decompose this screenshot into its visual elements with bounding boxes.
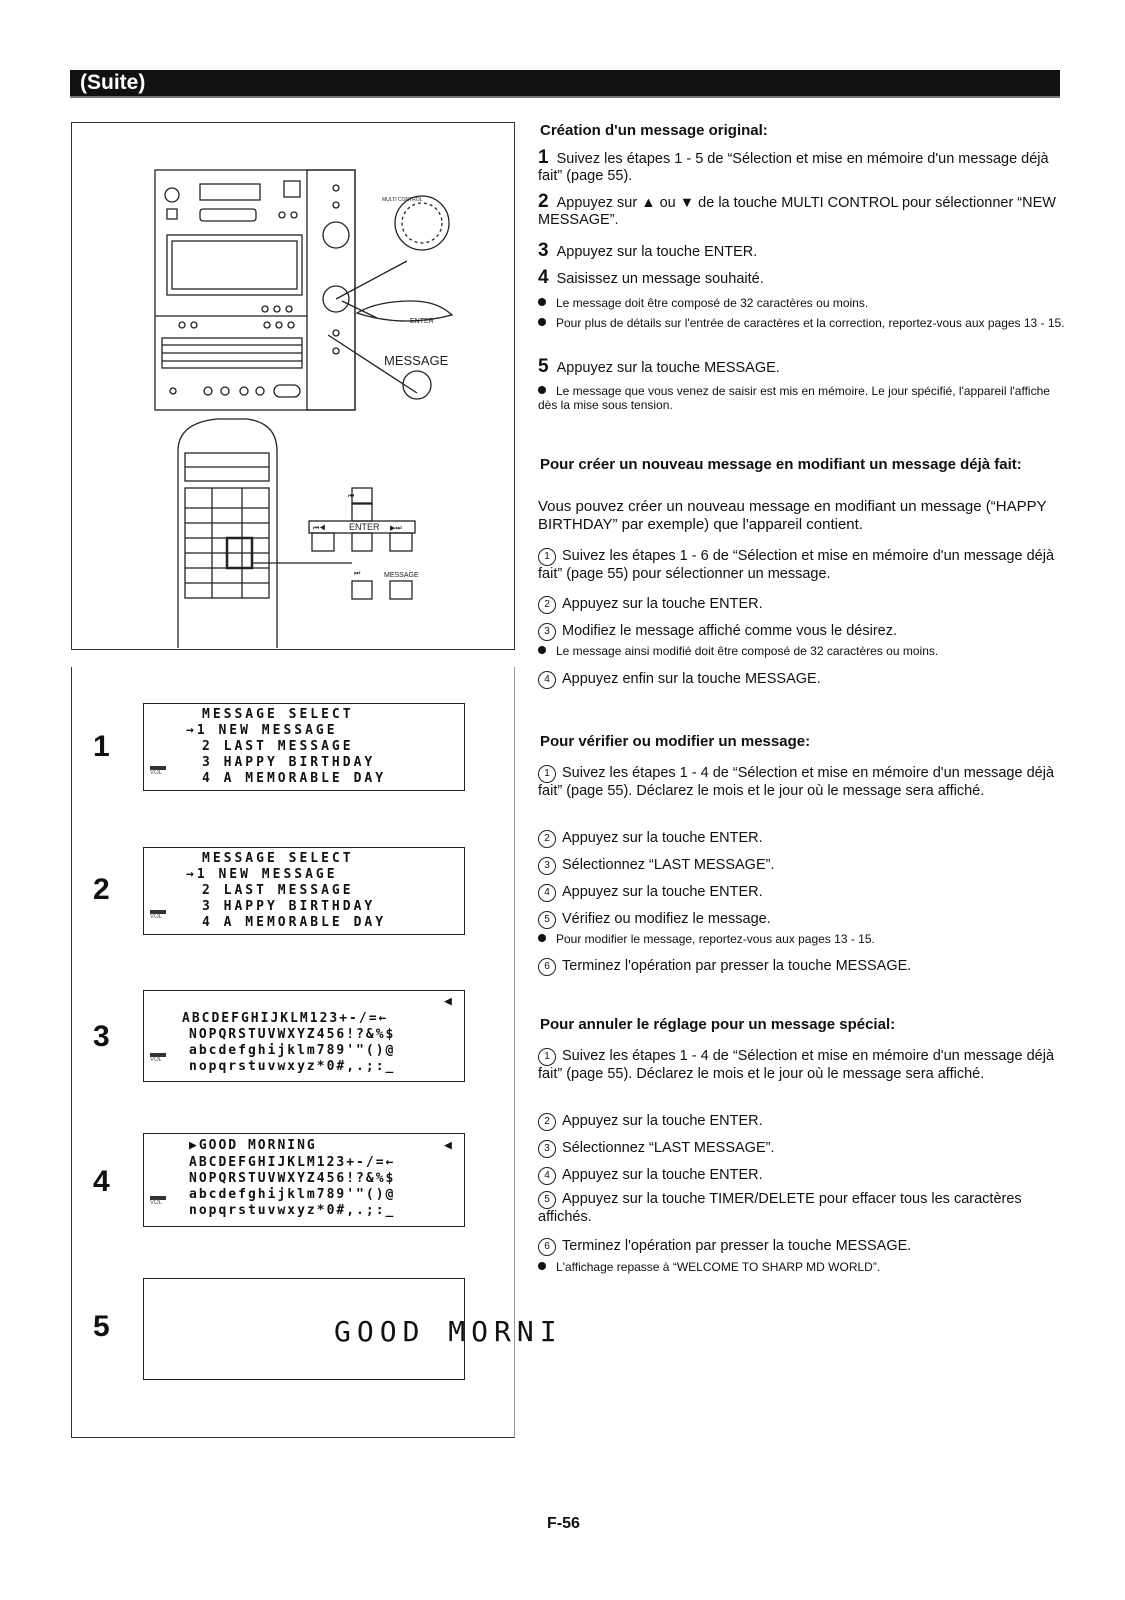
bullet-icon	[538, 934, 546, 942]
lcd-line: MESSAGE SELECT	[202, 707, 354, 722]
lcd-line: ABCDEFGHIJKLM123+-/=←	[189, 1155, 396, 1170]
creation-bullet-3: Le message que vous venez de saisir est mis en mémoire. Le jour spécifié, l'appareil l'affiche dès la mise sous tension.	[538, 384, 1050, 412]
modify-bullet: Le message ainsi modifié doit être composé de 32 caractères ou moins.	[538, 644, 1068, 658]
lcd-display-step2	[143, 847, 465, 935]
unit-display-window	[167, 235, 302, 295]
lcd-line: nopqrstuvwxyz*0#,.;:_	[189, 1059, 396, 1074]
header-rule	[70, 96, 1060, 98]
creation-step-3: 3 Appuyez sur la touche ENTER.	[538, 240, 758, 261]
lcd-line: nopqrstuvwxyz*0#,.;:_	[189, 1203, 396, 1218]
creation-step-4: 4 Saisissez un message souhaité.	[538, 267, 764, 288]
lcd-display-step1	[143, 703, 465, 791]
remote-up-label: ⏮	[348, 493, 355, 500]
message-label: MESSAGE	[384, 353, 449, 368]
vol-indicator-icon: VOL	[150, 766, 166, 776]
lcd-line: NOPQRSTUVWXYZ456!?&%$	[189, 1027, 396, 1042]
bullet-icon	[538, 1262, 546, 1270]
enter-label: ENTER	[410, 318, 434, 325]
lcd-display-step4	[143, 1133, 465, 1227]
lcd-line: 4 A MEMORABLE DAY	[202, 915, 387, 930]
lcd-line: →1 NEW MESSAGE	[186, 723, 338, 738]
section-header-title: (Suite)	[80, 71, 146, 94]
remote-enter-button	[352, 533, 372, 551]
creation-step-5: 5 Appuyez sur la touche MESSAGE.	[538, 356, 780, 377]
verify-step-6: 6 Terminez l'opération par presser la touche MESSAGE.	[538, 958, 1068, 976]
lcd-line: ◀	[444, 994, 452, 1009]
lcd-display-step5	[143, 1278, 563, 1380]
vol-indicator-icon: VOL	[150, 1196, 166, 1206]
multi-control-dial-icon	[395, 196, 449, 250]
message-button-icon	[403, 371, 431, 399]
remote-down-button	[352, 581, 372, 599]
modify-step-2: 2 Appuyez sur la touche ENTER.	[538, 596, 1068, 614]
verify-bullet: Pour modifier le message, reportez-vous aux pages 13 - 15.	[538, 932, 1068, 946]
stereo-unit-side	[307, 170, 355, 410]
cancel-step-3: 3 Sélectionnez “LAST MESSAGE”.	[538, 1140, 1068, 1158]
creation-bullet-2: Pour plus de détails sur l'entrée de caractères et la correction, reportez-vous aux pages 13 - 15.	[538, 316, 1068, 330]
lcd-line: ◀	[444, 1138, 452, 1153]
up-arrow-icon: ▲	[641, 195, 656, 211]
verify-step-4: 4 Appuyez sur la touche ENTER.	[538, 884, 1068, 902]
remote-message-button	[390, 581, 412, 599]
step-number: 4	[93, 1165, 110, 1198]
modify-step-1: 1 Suivez les étapes 1 - 6 de “Sélection et mise en mémoire d'un message déjà fait” (page 55) pour sélectionner un message.	[538, 548, 1055, 582]
section-header-bar	[70, 70, 1060, 96]
bullet-icon	[538, 386, 546, 394]
lcd-line: NOPQRSTUVWXYZ456!?&%$	[189, 1171, 396, 1186]
bullet-icon	[538, 646, 546, 654]
remote-right-button	[390, 533, 412, 551]
lcd-line: 3 HAPPY BIRTHDAY	[202, 899, 376, 914]
step-number: 5	[93, 1310, 110, 1343]
modify-step-3: 3 Modifiez le message affiché comme vous le désirez.	[538, 623, 1068, 641]
unit-knob-top	[323, 222, 349, 248]
lcd-line: 3 HAPPY BIRTHDAY	[202, 755, 376, 770]
lcd-line: ▶GOOD MORNING	[189, 1138, 317, 1153]
down-arrow-icon: ▼	[679, 195, 695, 211]
cancel-step-4: 4 Appuyez sur la touche ENTER.	[538, 1167, 1068, 1185]
cancel-step-1: 1 Suivez les étapes 1 - 4 de “Sélection et mise en mémoire d'un message déjà fait” (page 55). Déclarez le mois et le jour où le message sera affiché.	[538, 1048, 1055, 1082]
section-title-creation: Création d'un message original:	[540, 122, 768, 139]
bullet-icon	[538, 318, 546, 326]
remote-right-label: ▶⏭	[390, 525, 402, 532]
creation-step-1: 1 Suivez les étapes 1 - 5 de “Sélection et mise en mémoire d'un message déjà fait” (page 55).	[538, 147, 1049, 184]
enter-button-icon	[357, 301, 452, 321]
remote-up-button	[352, 503, 372, 521]
cancel-step-2: 2 Appuyez sur la touche ENTER.	[538, 1113, 1068, 1131]
modify-intro: Vous pouvez créer un nouveau message en modifiant un message (“HAPPY BIRTHDAY” par exemple) que l'appareil contient.	[538, 498, 1047, 533]
lcd-line: 2 LAST MESSAGE	[202, 739, 354, 754]
step-number: 2	[93, 873, 110, 906]
remote-left-button	[312, 533, 334, 551]
lcd-line: 2 LAST MESSAGE	[202, 883, 354, 898]
remote-left-label: ⏮◀	[313, 525, 326, 532]
modify-step-4: 4 Appuyez enfin sur la touche MESSAGE.	[538, 671, 1068, 689]
lcd-line: 4 A MEMORABLE DAY	[202, 771, 387, 786]
section-title-modify: Pour créer un nouveau message en modifiant un message déjà fait:	[540, 456, 1022, 473]
step-number: 3	[93, 1020, 110, 1053]
verify-step-5: 5 Vérifiez ou modifiez le message.	[538, 911, 1068, 929]
bullet-icon	[538, 298, 546, 306]
multi-control-label: MULTI CONTROL	[382, 197, 423, 203]
step-number: 1	[93, 730, 110, 763]
verify-step-2: 2 Appuyez sur la touche ENTER.	[538, 830, 1068, 848]
vol-indicator-icon: VOL	[150, 910, 166, 920]
device-illustration-box	[71, 122, 515, 650]
lcd-line: abcdefghijklm789'"()@	[189, 1043, 396, 1058]
lcd-line: →1 NEW MESSAGE	[186, 867, 338, 882]
lcd-big-text: GOOD MORNI	[334, 1315, 563, 1348]
cancel-step-6: 6 Terminez l'opération par presser la touche MESSAGE.	[538, 1238, 1068, 1256]
lcd-display-step3	[143, 990, 465, 1082]
device-illustration	[72, 123, 514, 649]
verify-step-1: 1 Suivez les étapes 1 - 4 de “Sélection et mise en mémoire d'un message déjà fait” (page 55). Déclarez le mois et le jour où le message sera affiché.	[538, 765, 1055, 799]
page-number: F-56	[547, 1515, 580, 1532]
remote-down-label: ⏭	[354, 570, 361, 577]
creation-step-2: 2 Appuyez sur ▲ ou ▼ de la touche MULTI CONTROL pour sélectionner “NEW MESSAGE”.	[538, 191, 1056, 228]
section-title-verify: Pour vérifier ou modifier un message:	[540, 733, 811, 750]
remote-message-label: MESSAGE	[384, 572, 419, 579]
stereo-unit-body	[155, 170, 355, 410]
section-title-cancel: Pour annuler le réglage pour un message spécial:	[540, 1016, 896, 1033]
lcd-line: MESSAGE SELECT	[202, 851, 354, 866]
verify-step-3: 3 Sélectionnez “LAST MESSAGE”.	[538, 857, 1068, 875]
lcd-line: ABCDEFGHIJKLM123+-/=←	[182, 1011, 389, 1026]
cancel-step-5: 5 Appuyez sur la touche TIMER/DELETE pour effacer tous les caractères affichés.	[538, 1191, 1022, 1225]
vol-indicator-icon: VOL	[150, 1053, 166, 1063]
creation-bullet-1: Le message doit être composé de 32 caractères ou moins.	[538, 296, 1068, 310]
cancel-bullet: L'affichage repasse à “WELCOME TO SHARP MD WORLD”.	[538, 1260, 1068, 1274]
remote-enter-label: ENTER	[349, 522, 380, 532]
lcd-line: abcdefghijklm789'"()@	[189, 1187, 396, 1202]
